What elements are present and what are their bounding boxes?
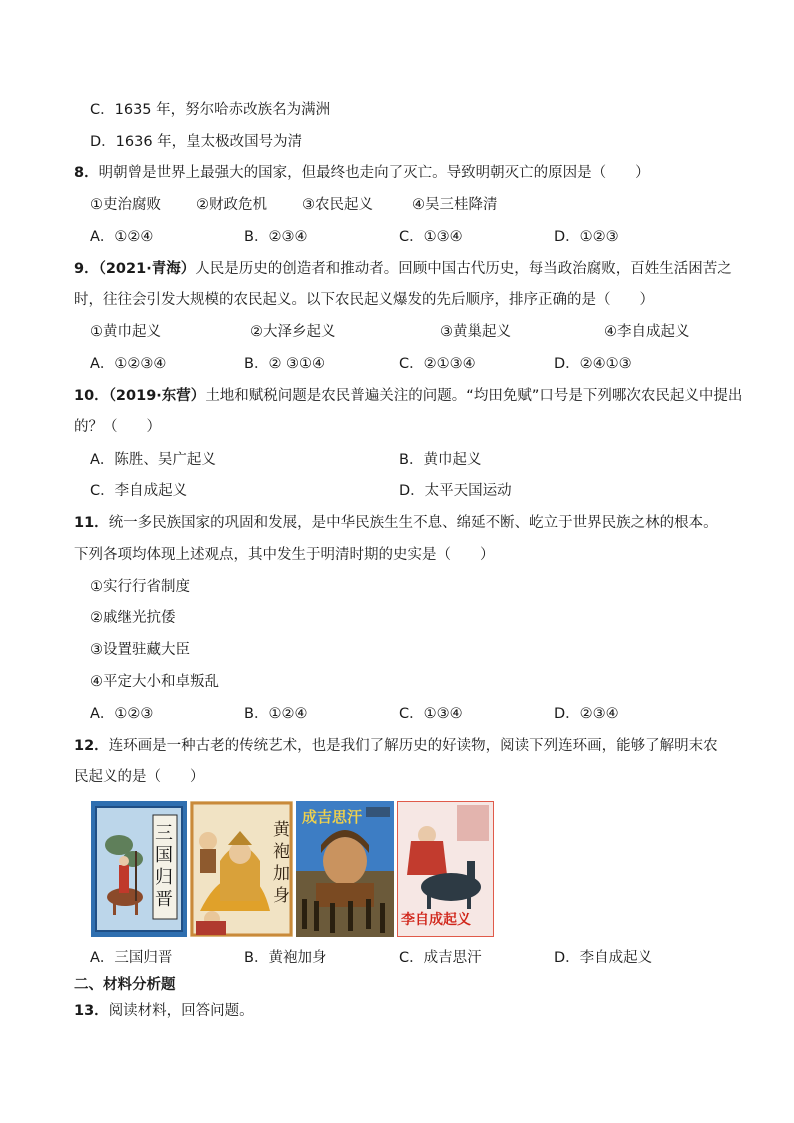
q13-stem	[74, 1001, 254, 1021]
q10-option-a[interactable]: A．陈胜、吴广起义	[90, 452, 216, 468]
q12-option-c[interactable]: C．成吉思汗	[399, 950, 482, 966]
comic-cover-b	[190, 801, 293, 937]
q8-option-a[interactable]: A．①②④	[90, 229, 154, 245]
q11-item-1: ①实行行省制度	[90, 579, 190, 595]
q11-item-2: ②戚继光抗倭	[90, 610, 176, 626]
q9-option-d[interactable]: D．②④①③	[554, 356, 632, 372]
q9-item-2: ②大泽乡起义	[250, 324, 336, 340]
q10-option-b[interactable]: B．黄巾起义	[399, 452, 482, 468]
q8-item-2: ②财政危机	[196, 197, 267, 213]
q9-text-1: 人民是历史的创造者和推动者。回顾中国古代历史，每当政治腐败，百姓生活困苦之	[195, 261, 732, 277]
q9-source: （2021·青海）	[98, 261, 196, 277]
q8-stem	[74, 163, 650, 183]
q9-item-4: ④李自成起义	[604, 324, 690, 340]
q9-number: 9．	[74, 261, 99, 277]
q11-number: 11．	[74, 515, 109, 531]
q12-stem-line1	[74, 736, 718, 756]
q12-option-a[interactable]: A．三国归晋	[90, 950, 173, 966]
q11-text-1: 统一多民族国家的巩固和发展，是中华民族生生不息、绵延不断、屹立于世界民族之林的根本。	[108, 515, 718, 531]
q13-text: 阅读材料，回答问题。	[108, 1003, 254, 1019]
q9-item-3: ③黄巢起义	[440, 324, 511, 340]
q8-item-1: ①吏治腐败	[90, 197, 161, 213]
q8-item-4: ④吴三桂降清	[412, 197, 498, 213]
q8-text: 明朝曾是世界上最强大的国家，但最终也走向了灭亡。导致明朝灭亡的原因是（ ）	[98, 165, 650, 181]
q12-option-b[interactable]: B．黄袍加身	[244, 950, 327, 966]
section-title-material-analysis: 二、材料分析题	[74, 977, 176, 993]
q11-stem-line1	[74, 513, 718, 533]
q9-stem-line2: 时，往往会引发大规模的农民起义。以下农民起义爆发的先后顺序，排序正确的是（ ）	[74, 292, 654, 308]
comic-cover-c-title: 成吉思汗	[302, 808, 363, 826]
q7-option-d: D．1636 年，皇太极改国号为清	[90, 134, 303, 150]
q11-option-a[interactable]: A．①②③	[90, 706, 154, 722]
q10-option-c[interactable]: C．李自成起义	[90, 483, 188, 499]
q10-stem-line1	[74, 386, 742, 406]
q9-option-c[interactable]: C．②①③④	[399, 356, 476, 372]
comic-cover-d-title: 李自成起义	[401, 912, 471, 928]
q9-stem-line1	[74, 259, 732, 279]
q8-number: 8．	[74, 165, 99, 181]
q10-stem-line2: 的？（ ）	[74, 419, 161, 435]
q8-option-b[interactable]: B．②③④	[244, 229, 308, 245]
q13-number: 13．	[74, 1003, 109, 1019]
q9-option-b[interactable]: B．② ③①④	[244, 356, 326, 372]
q9-option-a[interactable]: A．①②③④	[90, 356, 167, 372]
q8-option-c[interactable]: C．①③④	[399, 229, 463, 245]
q11-item-3: ③设置驻藏大臣	[90, 642, 190, 658]
q11-option-b[interactable]: B．①②④	[244, 706, 308, 722]
q10-number: 10．	[74, 388, 109, 404]
q8-item-3: ③农民起义	[302, 197, 373, 213]
q11-option-d[interactable]: D．②③④	[554, 706, 619, 722]
q12-text-1: 连环画是一种古老的传统艺术，也是我们了解历史的好读物，阅读下列连环画，能够了解明末农	[108, 738, 718, 754]
q11-stem-line2: 下列各项均体现上述观点，其中发生于明清时期的史实是（ ）	[74, 547, 495, 563]
q10-source: （2019·东营）	[108, 388, 206, 404]
comic-cover-b-title: 黄袍加身	[273, 820, 290, 906]
q9-item-1: ①黄巾起义	[90, 324, 161, 340]
q12-stem-line2: 民起义的是（ ）	[74, 769, 205, 785]
q10-option-d[interactable]: D．太平天国运动	[399, 483, 512, 499]
q8-option-d[interactable]: D．①②③	[554, 229, 619, 245]
comic-cover-a-title: 三国归晋	[155, 823, 173, 910]
q10-text-1: 土地和赋税问题是农民普遍关注的问题。“均田免赋”口号是下列哪次农民起义中提出	[205, 388, 743, 404]
comic-cover-a	[91, 801, 187, 937]
q7-option-c: C．1635 年，努尔哈赤改族名为满洲	[90, 102, 331, 118]
comic-cover-c	[296, 801, 394, 937]
q12-number: 12．	[74, 738, 109, 754]
q11-item-4: ④平定大小和卓叛乱	[90, 674, 219, 690]
q12-option-d[interactable]: D．李自成起义	[554, 950, 653, 966]
q11-option-c[interactable]: C．①③④	[399, 706, 463, 722]
comic-cover-d	[397, 801, 494, 937]
